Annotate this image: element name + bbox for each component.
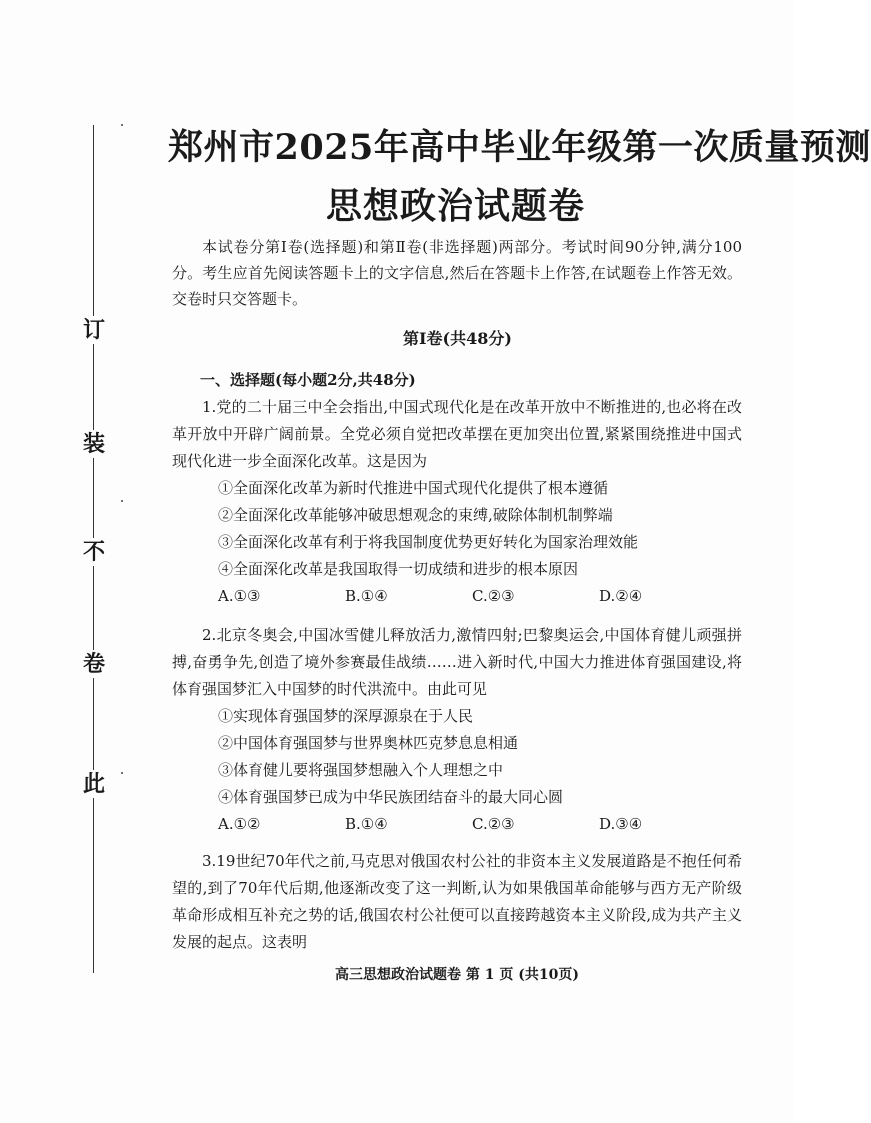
- question-1-stem: 1.党的二十届三中全会指出,中国式现代化是在改革开放中不断推进的,也必将在改革开放中开辟广阔前景。全党必须自觉把改革摆在更加突出位置,紧紧围绕推进中国式现代化进一步全面深化改革。这是因为: [172, 398, 742, 470]
- binding-char-ci: 此: [82, 771, 105, 797]
- section-heading: 一、选择题(每小题2分,共48分): [200, 371, 416, 389]
- question-1: [172, 394, 742, 610]
- page-footer: 高三思想政治试题卷 第 1 页 (共10页): [335, 967, 579, 983]
- choice-c: C.②③: [472, 815, 515, 833]
- choice-a: A.①②: [218, 815, 261, 833]
- binding-char-juan: 卷: [82, 651, 105, 677]
- question-3: [172, 848, 742, 956]
- choice-b: B.①④: [345, 815, 388, 833]
- question-3-stem: 3.19世纪70年代之前,马克思对俄国农村公社的非资本主义发展道路是不抱任何希望的,到了70年代后期,他逐渐改变了这一判断,认为如果俄国革命能够与西方无产阶级革命形成相互补充之势的话,俄国农村公社便可以直接跨越资本主义阶段,成为共产主义发展的起点。这表明: [172, 852, 742, 951]
- choice-b: B.①④: [345, 587, 388, 605]
- question-1-option: ④全面深化改革是我国取得一切成绩和进步的根本原因: [218, 560, 579, 578]
- binding-dot: [121, 124, 123, 126]
- question-2-option: ③体育健儿要将强国梦想融入个人理想之中: [218, 761, 504, 779]
- choice-d: D.②④: [599, 587, 643, 605]
- question-1-option: ③全面深化改革有利于将我国制度优势更好转化为国家治理效能: [218, 533, 639, 551]
- question-2-stem: 2.北京冬奥会,中国冰雪健儿释放活力,激情四射;巴黎奥运会,中国体育健儿顽强拼搏,奋勇争先,创造了境外参赛最佳战绩……进入新时代,中国大力推进体育强国建设,将体育强国梦汇入中国梦的时代洪流中。由此可见: [172, 626, 742, 698]
- binding-char-ding: 订: [82, 317, 105, 343]
- question-1-choices: [172, 583, 742, 610]
- question-2-option: ②中国体育强国梦与世界奥林匹克梦息息相通: [218, 734, 519, 752]
- exam-instructions: 本试卷分第Ⅰ卷(选择题)和第Ⅱ卷(非选择题)两部分。考试时间90分钟,满分100分。考生应首先阅读答题卡上的文字信息,然后在答题卡上作答,在试题卷上作答无效。交卷时只交答题卡。: [172, 238, 742, 308]
- binding-dot: [121, 500, 123, 502]
- question-2-option: ④体育强国梦已成为中华民族团结奋斗的最大同心圆: [218, 788, 564, 806]
- choice-d: D.③④: [599, 815, 643, 833]
- question-2-choices: [172, 811, 742, 838]
- question-2: [172, 622, 742, 838]
- question-1-option: ①全面深化改革为新时代推进中国式现代化提供了根本遵循: [218, 479, 609, 497]
- question-1-option: ②全面深化改革能够冲破思想观念的束缚,破除体制机制弊端: [218, 506, 613, 524]
- binding-char-bu: 不: [82, 539, 105, 565]
- exam-subject-title: 思想政治试题卷: [325, 185, 585, 227]
- binding-char-zhuang: 装: [82, 431, 105, 457]
- question-2-option: ①实现体育强国梦的深厚源泉在于人民: [218, 707, 474, 725]
- part-title: 第Ⅰ卷(共48分): [403, 329, 512, 348]
- choice-a: A.①③: [218, 587, 261, 605]
- exam-title: 郑州市2025年高中毕业年级第一次质量预测: [168, 127, 871, 168]
- binding-dot: [121, 772, 123, 774]
- choice-c: C.②③: [472, 587, 515, 605]
